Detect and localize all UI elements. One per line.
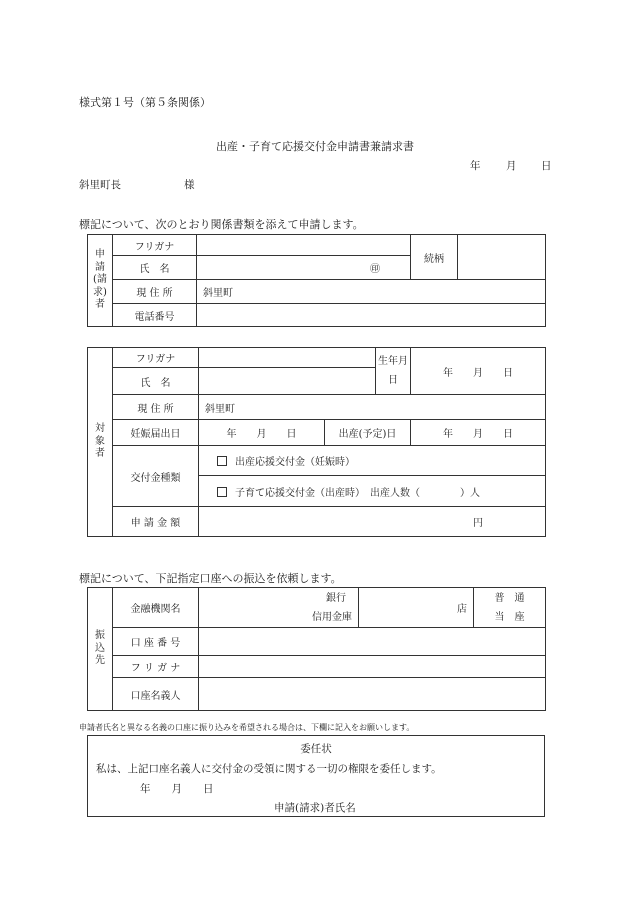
account-type-field[interactable]: 普 通 当 座 (474, 588, 546, 628)
date-year: 年 (470, 160, 481, 172)
relation-label: 続柄 (411, 235, 458, 280)
target-side-label: 対 象 者 (88, 348, 113, 537)
target-furigana-label: フリガナ (113, 348, 199, 368)
applicant-furigana-field[interactable] (197, 235, 411, 256)
amount-field[interactable] (199, 507, 546, 537)
amount-unit: 円 (473, 518, 484, 529)
grant-option-pregnancy[interactable] (199, 446, 546, 476)
grant-option-childbirth[interactable] (199, 476, 546, 507)
checkbox-icon[interactable] (217, 487, 227, 497)
pregnancy-date-label: 妊娠届出日 (113, 420, 199, 446)
account-number-field[interactable] (199, 628, 546, 656)
applicant-side-label: 申 請 (請 求) 者 (88, 235, 113, 327)
addressee-name: 斜里町長 (79, 179, 121, 191)
section3-intro: 標記について、下記指定口座への振込を依頼します。 (79, 572, 342, 585)
bank-name-field[interactable]: 銀行 信用金庫 (199, 588, 359, 628)
seal-mark: ㊞ (370, 264, 380, 275)
account-holder-field[interactable] (199, 678, 546, 711)
delegation-signer-label: 申請(請求)者氏名 (274, 802, 356, 814)
due-date-field[interactable]: 年 月 日 (411, 420, 546, 446)
applicant-address-label: 現 住 所 (113, 280, 197, 304)
branch-label: 店 (457, 604, 467, 615)
grant-option-childbirth-label: 子育て応援交付金（出産時） 出産人数（ ）人 (235, 487, 480, 499)
grant-option-pregnancy-label: 出産応援交付金（妊娠時） (235, 457, 355, 468)
applicant-phone-label: 電話番号 (113, 304, 197, 327)
checkbox-icon[interactable] (217, 456, 227, 466)
applicant-phone-field[interactable] (197, 304, 546, 327)
holder-furigana-field[interactable] (199, 656, 546, 678)
applicant-table (87, 234, 546, 327)
delegation-box (87, 735, 545, 817)
applicant-name-label: 氏 名 (113, 256, 197, 280)
target-name-field[interactable] (199, 368, 376, 395)
target-address-field[interactable]: 斜里町 (199, 395, 546, 420)
section1-intro: 標記について、次のとおり関係書類を添えて申請します。 (79, 218, 364, 231)
birthdate-label: 生年月 日 (376, 348, 411, 395)
amount-label: 申 請 金 額 (113, 507, 199, 537)
delegation-note: 申請者氏名と異なる名義の口座に振り込みを希望される場合は、下欄に記入をお願いします。 (79, 723, 415, 732)
branch-field[interactable] (359, 588, 474, 628)
birthdate-field[interactable]: 年 月 日 (411, 348, 546, 395)
delegation-title: 委任状 (300, 743, 332, 755)
relation-field[interactable] (458, 235, 546, 280)
holder-furigana-label: フ リ ガ ナ (113, 656, 199, 678)
form-number: 様式第１号（第５条関係） (79, 96, 211, 109)
target-furigana-field[interactable] (199, 348, 376, 368)
pregnancy-date-field[interactable]: 年 月 日 (199, 420, 325, 446)
delegation-date[interactable]: 年 月 日 (140, 783, 214, 795)
addressee-suffix: 様 (184, 179, 195, 191)
grant-type-label: 交付金種類 (113, 446, 199, 507)
applicant-address-field[interactable]: 斜里町 (197, 280, 546, 304)
due-date-label: 出産(予定)日 (325, 420, 411, 446)
target-table (87, 347, 546, 537)
bank-side-label: 振 込 先 (88, 588, 113, 711)
account-number-label: 口 座 番 号 (113, 628, 199, 656)
bank-table (87, 587, 546, 711)
date-month: 月 (506, 160, 517, 172)
bank-name-label: 金融機関名 (113, 588, 199, 628)
applicant-name-field[interactable] (197, 256, 411, 280)
account-holder-label: 口座名義人 (113, 678, 199, 711)
date-day: 日 (541, 160, 552, 172)
target-name-label: 氏 名 (113, 368, 199, 395)
applicant-furigana-label: フリガナ (113, 235, 197, 256)
page-title: 出産・子育て応援交付金申請書兼請求書 (216, 140, 414, 153)
delegation-body: 私は、上記口座名義人に交付金の受領に関する一切の権限を委任します。 (96, 763, 442, 775)
target-address-label: 現 住 所 (113, 395, 199, 420)
